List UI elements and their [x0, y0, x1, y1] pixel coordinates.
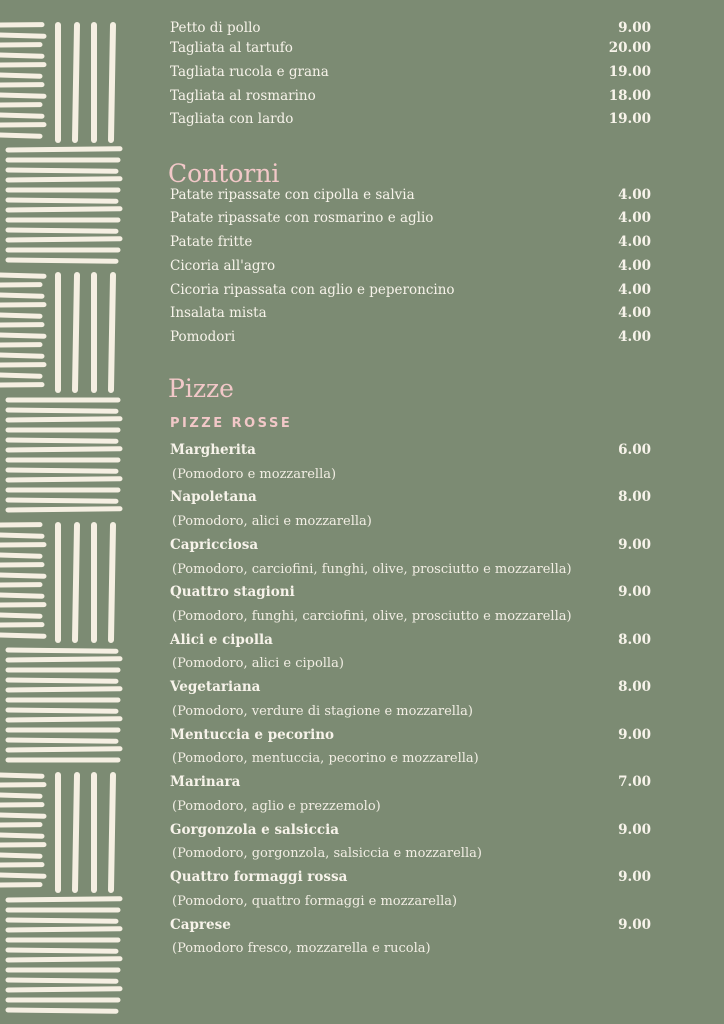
item-price: 4.00 — [618, 210, 651, 226]
item-price: 9.00 — [618, 537, 651, 553]
item-price: 8.00 — [618, 632, 651, 648]
brush-stroke — [75, 525, 77, 640]
brush-stroke — [0, 535, 42, 536]
item-name: Quattro stagioni — [170, 584, 295, 600]
menu-item — [170, 279, 651, 301]
item-price: 9.00 — [618, 822, 651, 838]
brush-stroke — [0, 775, 42, 776]
brush-pattern-decoration — [0, 0, 130, 1024]
brush-stroke — [8, 950, 116, 951]
brush-stroke — [8, 200, 116, 201]
item-name: Pomodori — [170, 329, 236, 345]
brush-stroke — [0, 815, 44, 816]
item-name: Patate ripassate con rosmarino e aglio — [170, 210, 434, 226]
menu-item — [170, 85, 651, 107]
item-description: (Pomodoro, alici e cipolla) — [172, 656, 344, 671]
brush-stroke — [8, 509, 120, 510]
menu-item — [170, 302, 651, 324]
brush-stroke — [8, 920, 116, 921]
item-name: Tagliata con lardo — [170, 111, 294, 127]
brush-stroke — [0, 595, 42, 596]
brush-stroke — [111, 25, 113, 140]
item-price: 4.00 — [618, 305, 651, 321]
brush-stroke — [8, 740, 116, 741]
item-name: Caprese — [170, 917, 231, 933]
item-name: Cicoria all'agro — [170, 258, 276, 274]
item-name: Gorgonzola e salsiccia — [170, 822, 339, 838]
item-name: Patate fritte — [170, 234, 253, 250]
brush-stroke — [8, 1010, 116, 1011]
subsection-title-pizze-rosse: PIZZE ROSSE — [170, 416, 293, 431]
menu-item — [170, 439, 651, 461]
brush-stroke — [0, 795, 40, 796]
brush-stroke — [0, 835, 42, 836]
item-price: 19.00 — [608, 111, 651, 127]
brush-stroke — [8, 500, 116, 501]
item-name: Tagliata al rosmarino — [170, 88, 316, 104]
item-description: (Pomodoro, aglio e prezzemolo) — [172, 799, 381, 814]
menu-item — [170, 207, 651, 229]
menu-item — [170, 724, 651, 746]
brush-stroke — [0, 95, 44, 96]
item-name: Tagliata rucola e grana — [170, 64, 329, 80]
menu-item — [170, 581, 651, 603]
brush-stroke — [0, 115, 42, 116]
item-price: 9.00 — [618, 727, 651, 743]
brush-stroke — [0, 275, 44, 276]
item-description: (Pomodoro, funghi, carciofini, olive, prosciutto e mozzarella) — [172, 609, 572, 624]
brush-stroke — [0, 875, 44, 876]
menu-item — [170, 629, 651, 651]
menu-item — [170, 676, 651, 698]
menu-item — [170, 771, 651, 793]
menu-item — [170, 255, 651, 277]
item-name: Patate ripassate con cipolla e salvia — [170, 187, 415, 203]
item-price: 4.00 — [618, 282, 651, 298]
brush-stroke — [8, 689, 120, 690]
item-price: 7.00 — [618, 774, 651, 790]
brush-stroke — [8, 479, 120, 480]
brush-stroke — [0, 555, 40, 556]
brush-stroke — [8, 470, 116, 471]
menu-item — [170, 534, 651, 556]
brush-stroke — [8, 710, 116, 711]
brush-stroke — [0, 375, 40, 376]
item-name: Mentuccia e pecorino — [170, 727, 335, 743]
item-price: 9.00 — [618, 20, 651, 36]
item-price: 8.00 — [618, 679, 651, 695]
brush-stroke — [75, 275, 77, 390]
item-name: Margherita — [170, 442, 256, 458]
item-name: Quattro formaggi rossa — [170, 869, 348, 885]
menu-item — [170, 866, 651, 888]
menu-item — [170, 184, 651, 206]
item-name: Insalata mista — [170, 305, 267, 321]
section-title-pizze: Pizze — [168, 374, 234, 403]
brush-stroke — [0, 135, 40, 136]
menu-item — [170, 819, 651, 841]
menu-item — [170, 61, 651, 83]
brush-stroke — [0, 315, 40, 316]
brush-stroke — [0, 615, 40, 616]
brush-stroke — [0, 75, 40, 76]
item-name: Capricciosa — [170, 537, 259, 553]
brush-stroke — [75, 775, 77, 890]
item-name: Vegetariana — [170, 679, 261, 695]
item-description: (Pomodoro, quattro formaggi e mozzarella) — [172, 894, 458, 909]
menu-item — [170, 17, 651, 39]
brush-stroke — [8, 899, 120, 900]
brush-stroke — [8, 959, 120, 960]
brush-stroke — [0, 575, 44, 576]
item-description: (Pomodoro e mozzarella) — [172, 467, 337, 482]
brush-stroke — [0, 635, 44, 636]
item-name: Napoletana — [170, 489, 257, 505]
item-price: 18.00 — [608, 88, 651, 104]
menu-item — [170, 231, 651, 253]
brush-stroke — [0, 295, 42, 296]
brush-stroke — [8, 260, 116, 261]
item-description: (Pomodoro, carciofini, funghi, olive, prosciutto e mozzarella) — [172, 562, 572, 577]
item-name: Tagliata al tartufo — [170, 40, 293, 56]
item-price: 20.00 — [608, 40, 651, 56]
item-price: 4.00 — [618, 187, 651, 203]
brush-stroke — [8, 749, 120, 750]
menu-item — [170, 914, 651, 936]
brush-stroke — [111, 525, 113, 640]
item-price: 9.00 — [618, 869, 651, 885]
item-name: Cicoria ripassata con aglio e peperoncino — [170, 282, 455, 298]
brush-stroke — [0, 855, 40, 856]
item-description: (Pomodoro, gorgonzola, salsiccia e mozzarella) — [172, 846, 482, 861]
item-name: Petto di pollo — [170, 20, 261, 36]
menu-item — [170, 326, 651, 348]
item-description: (Pomodoro, verdure di stagione e mozzarella) — [172, 704, 473, 719]
brush-stroke — [111, 275, 113, 390]
brush-stroke — [8, 440, 116, 441]
menu-item — [170, 108, 651, 130]
item-price: 6.00 — [618, 442, 651, 458]
brush-stroke — [0, 35, 44, 36]
brush-stroke — [8, 179, 120, 180]
brush-stroke — [8, 410, 116, 411]
brush-stroke — [8, 659, 120, 660]
brush-stroke — [8, 449, 120, 450]
brush-stroke — [8, 989, 120, 990]
item-name: Marinara — [170, 774, 241, 790]
brush-stroke — [8, 719, 120, 720]
brush-stroke — [8, 929, 120, 930]
item-description: (Pomodoro fresco, mozzarella e rucola) — [172, 941, 431, 956]
brush-stroke — [0, 355, 42, 356]
brush-stroke — [111, 775, 113, 890]
item-price: 9.00 — [618, 584, 651, 600]
brush-stroke — [8, 230, 116, 231]
item-name: Alici e cipolla — [170, 632, 273, 648]
item-description: (Pomodoro, mentuccia, pecorino e mozzarella) — [172, 751, 479, 766]
item-description: (Pomodoro, alici e mozzarella) — [172, 514, 372, 529]
item-price: 4.00 — [618, 329, 651, 345]
brush-stroke — [8, 239, 120, 240]
brush-stroke — [8, 680, 116, 681]
item-price: 4.00 — [618, 258, 651, 274]
brush-stroke — [8, 149, 120, 150]
menu-item — [170, 37, 651, 59]
brush-stroke — [8, 209, 120, 210]
menu-item — [170, 486, 651, 508]
brush-stroke — [8, 650, 116, 651]
section-title-contorni: Contorni — [168, 159, 280, 188]
item-price: 19.00 — [608, 64, 651, 80]
brush-stroke — [75, 25, 77, 140]
brush-stroke — [8, 419, 120, 420]
brush-stroke — [0, 335, 44, 336]
brush-stroke — [0, 55, 42, 56]
brush-stroke — [8, 980, 116, 981]
item-price: 9.00 — [618, 917, 651, 933]
item-price: 8.00 — [618, 489, 651, 505]
brush-stroke — [8, 170, 116, 171]
item-price: 4.00 — [618, 234, 651, 250]
